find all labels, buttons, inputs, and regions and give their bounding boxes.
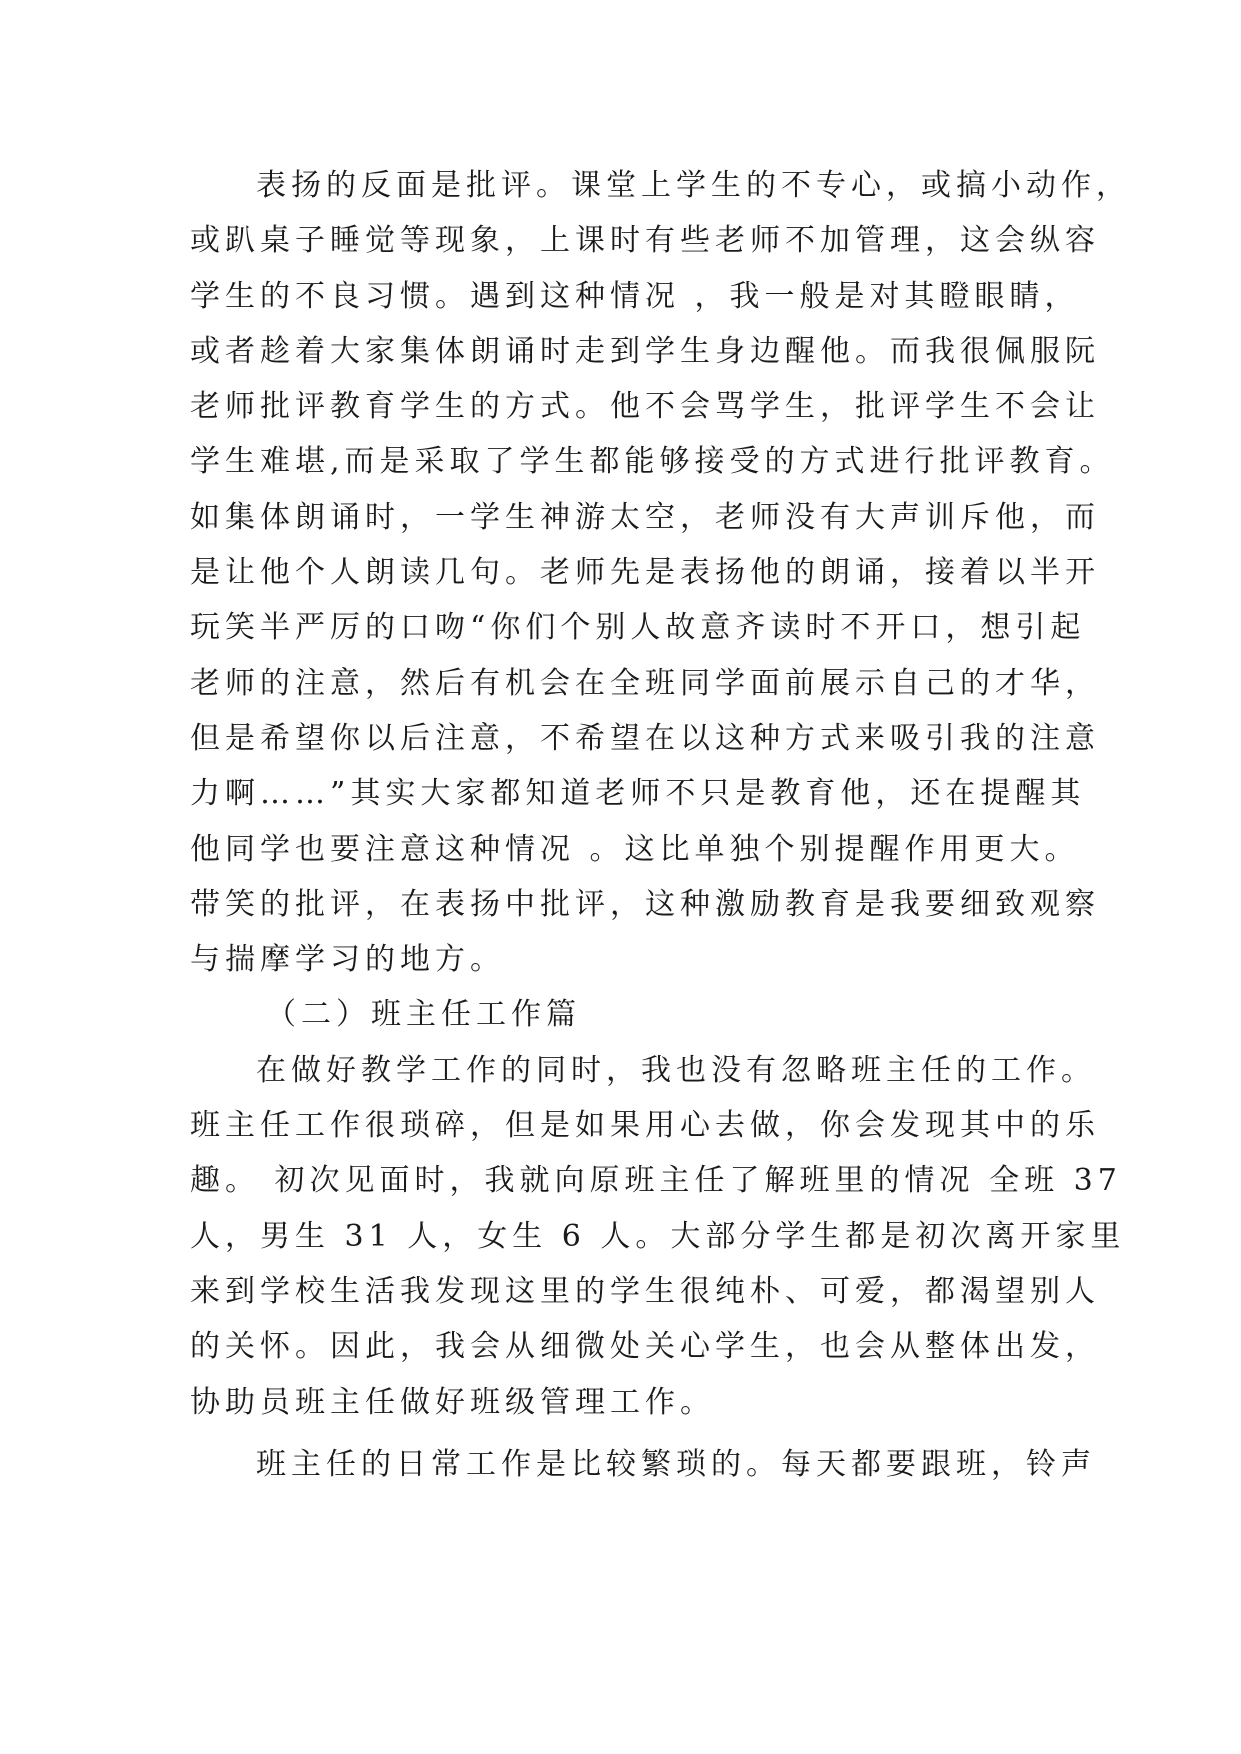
text-line: 人，男生 31 人，女生 6 人。大部分学生都是初次离开家里 [190, 1218, 1126, 1254]
text-line: 来到学校生活我发现这里的学生很纯朴、可爱，都渴望别人 [190, 1273, 1100, 1309]
text-line: 玩笑半严厉的口吻“你们个别人故意齐读时不开口，想引起 [190, 610, 1086, 646]
text-line: 带笑的批评，在表扬中批评，这种激励教育是我要细致观察 [190, 886, 1100, 922]
document-body [190, 158, 1131, 1492]
text-line: 老师的注意，然后有机会在全班同学面前展示自己的才华， [190, 665, 1100, 701]
text-line: 老师批评教育学生的方式。他不会骂学生，批评学生不会让 [190, 389, 1100, 425]
text-line: 或趴桌子睡觉等现象，上课时有些老师不加管理，这会纵容 [190, 223, 1100, 259]
text-line: 但是希望你以后注意，不希望在以这种方式来吸引我的注意 [190, 720, 1100, 756]
paragraph-first-line: 表扬的反面是批评。课堂上学生的不专心，或搞小动作， [256, 168, 1131, 203]
section-heading: （二）班主任工作篇 [266, 997, 581, 1033]
text-line: 是让他个人朗读几句。老师先是表扬他的朗诵，接着以半开 [190, 555, 1100, 591]
text-line: 学生的不良习惯。遇到这种情况 ，我一般是对其瞪眼睛， [190, 278, 1080, 314]
text-line: 或者趁着大家集体朗诵时走到学生身边醒他。而我很佩服阮 [190, 333, 1100, 369]
text-line: 班主任工作很琐碎，但是如果用心去做，你会发现其中的乐 [190, 1108, 1100, 1144]
text-line: 趣。 初次见面时，我就向原班主任了解班里的情况 全班 37 [190, 1163, 1122, 1199]
text-line: 协助员班主任做好班级管理工作。 [190, 1384, 715, 1420]
paragraph-first-line: 班主任的日常工作是比较繁琐的。每天都要跟班，铃声 [256, 1446, 1096, 1482]
paragraph-first-line: 在做好教学工作的同时，我也没有忽略班主任的工作。 [256, 1052, 1096, 1088]
text-line: 他同学也要注意这种情况 。这比单独个别提醒作用更大。 [190, 831, 1080, 867]
text-line: 与揣摩学习的地方。 [190, 942, 505, 978]
text-line: 如集体朗诵时，一学生神游太空，老师没有大声训斥他，而 [190, 499, 1100, 535]
text-line: 学生难堪,而是采取了学生都能够接受的方式进行批评教育。 [190, 444, 1115, 480]
text-line: 的关怀。因此，我会从细微处关心学生，也会从整体出发， [190, 1329, 1100, 1365]
text-line: 力啊……”其实大家都知道老师不只是教育他，还在提醒其 [190, 776, 1086, 812]
